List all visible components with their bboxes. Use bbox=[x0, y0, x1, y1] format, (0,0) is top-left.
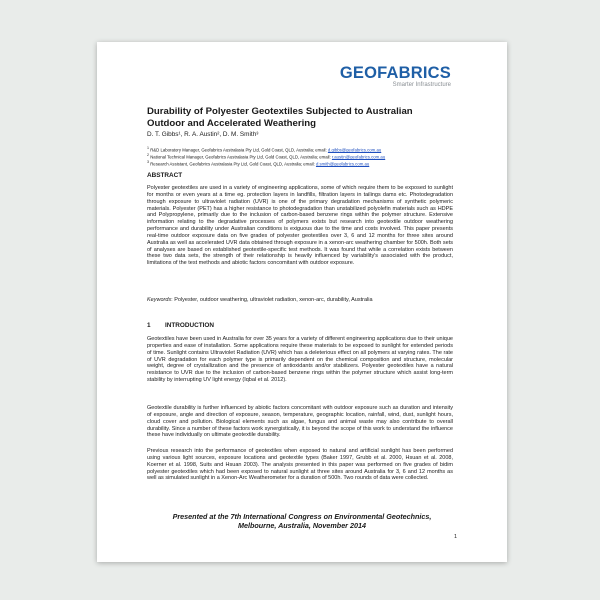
affiliation-2: $^2$ National Technical Manager, Geofabrics Australasia Pty Ltd, Gold Coast, QLD, Australia; email: r.austin@geofabrics.com.au bbox=[147, 152, 386, 160]
paper-title: Durability of Polyester Geotextiles Subjected to Australian Outdoor and Accelerated Weathering bbox=[147, 106, 413, 129]
conference-note: Presented at the 7th International Congress on Environmental Geotechnics, Melbourne, Australia, November 2014 bbox=[172, 512, 432, 530]
affiliation-1: $^1$ R&D Laboratory Manager, Geofabrics Australasia Pty Ltd, Gold Coast, QLD, Australia; email: d.gibbs@geofabrics.com.au bbox=[147, 146, 382, 153]
intro-paragraph-2: Geotextile durability is further influenced by abiotic factors concomitant with outdoor exposure such as duration and intensity of exposure, angle and direction of exposure, season, temperature, geographic location, rainfall, wind, dust, sunlight hours, cloud cover and pollution. Biological elements such as algae, fungus and animal waste may also contribute to overall durability. Since a number of these factors work synergistically, it is beyond the scope of this work to understand the influence these have individually on ultimate geotextile durability. bbox=[147, 405, 453, 439]
intro-paragraph-1: Geotextiles have been used in Australia for over 35 years for a variety of different engineering applications due to their unique properties and ease of installation. Some applications require these materials to be exposed to sunlight for extended periods of time. Sunlight contains Ultraviolet Radiation (UVR) which has a deleterious effect on all polymers at varying rates. The rate of UVR degradation for each polymer type is primarily dependent on the chemical composition and structure, molecular weight, degree of crystallization and the presence of antioxidants and/or stabilizers. Polyester geotextiles have a natural resistance to UVR due to the inclusion of carbon-based benzene rings within the polymer structure which assist long-term stability by interrupting UV light energy (Iqbal et al. 2012). bbox=[147, 336, 453, 384]
author-list: D. T. Gibbs¹, R. A. Austin², D. M. Smith³ bbox=[147, 131, 259, 138]
geofabrics-logo bbox=[340, 65, 451, 88]
email-link[interactable]: r.austin@geofabrics.com.au bbox=[331, 154, 386, 160]
page-number: 1 bbox=[453, 534, 457, 540]
abstract-text: Polyester geotextiles are used in a variety of engineering applications, some of which require them to be exposed to sunlight for months or even years at a time eg. protection layers in landfills, filtration layers in tailings dams etc. Photodegradation through exposure to ultraviolet radiation (UVR) is one of the primary degradation mechanisms of synthetic polymeric materials. Polyester (PET) has a higher resistance to photodegradation than unstabilized polyolefin materials such as HDPE and Polypropylene, primarily due to the inclusion of carbon-based benzene rings within the polymer structure. Extensive information relating to the degradative processes of polymers exists but research into geotextile outdoor weathering performance and durability under Australian conditions is exiguous due to the time and costs involved. This paper presents real-time outdoor exposure data on five grades of polyester geotextiles over 3, 6 and 12 months for three sites around Australia as well as accelerated UVR data obtained through exposure in a xenon-arc weathering chamber for 500h. Both sets of analyses are based on established geotextile-specific test methods. It was found that while a correlation exists between these two data sets, the strength of their relationship is heavily influenced by variability's associated with the product, limitations of the test methods and abiotic factors concomitant with outdoor exposure. bbox=[147, 185, 453, 267]
paper-page bbox=[97, 42, 507, 562]
logo-name: GEOFABRICS bbox=[339, 64, 451, 82]
affiliations bbox=[147, 146, 467, 166]
intro-paragraph-3: Previous research into the performance of geotextiles when exposed to natural and artificial sunlight has been performed using various light sources, exposure locations and geotextile types (Baker 1997, Grubb et al. 2000, Hsuan et al. 2008, Koerner et al. 1998, Suits and Hsuan 2003). The analysis presented in this paper was performed on five grades of bidim polyester geotextiles which had been exposed to natural sunlight at three sites around Australia for 3, 6 and 12 months as well as simulated sunlight in a Xenon-Arc Weatherometer for a duration of 500h. Two rounds of data were collected. bbox=[147, 448, 453, 482]
intro-heading: 1 INTRODUCTION bbox=[147, 322, 214, 329]
logo-tagline: Smarter Infrastructure bbox=[392, 82, 451, 88]
email-link[interactable]: d.smith@geofabrics.com.au bbox=[315, 161, 370, 167]
keywords-line: Keywords: Polyester, outdoor weathering, ultraviolet radiation, xenon-arc, durability, Australia bbox=[147, 297, 373, 303]
email-link[interactable]: d.gibbs@geofabrics.com.au bbox=[327, 147, 382, 153]
abstract-heading: ABSTRACT bbox=[147, 172, 183, 179]
affiliation-3: $^3$ Research Assistant, Geofabrics Australasia Pty Ltd, Gold Coast, QLD, Australia; email: d.smith@geofabrics.com.au bbox=[147, 159, 370, 167]
